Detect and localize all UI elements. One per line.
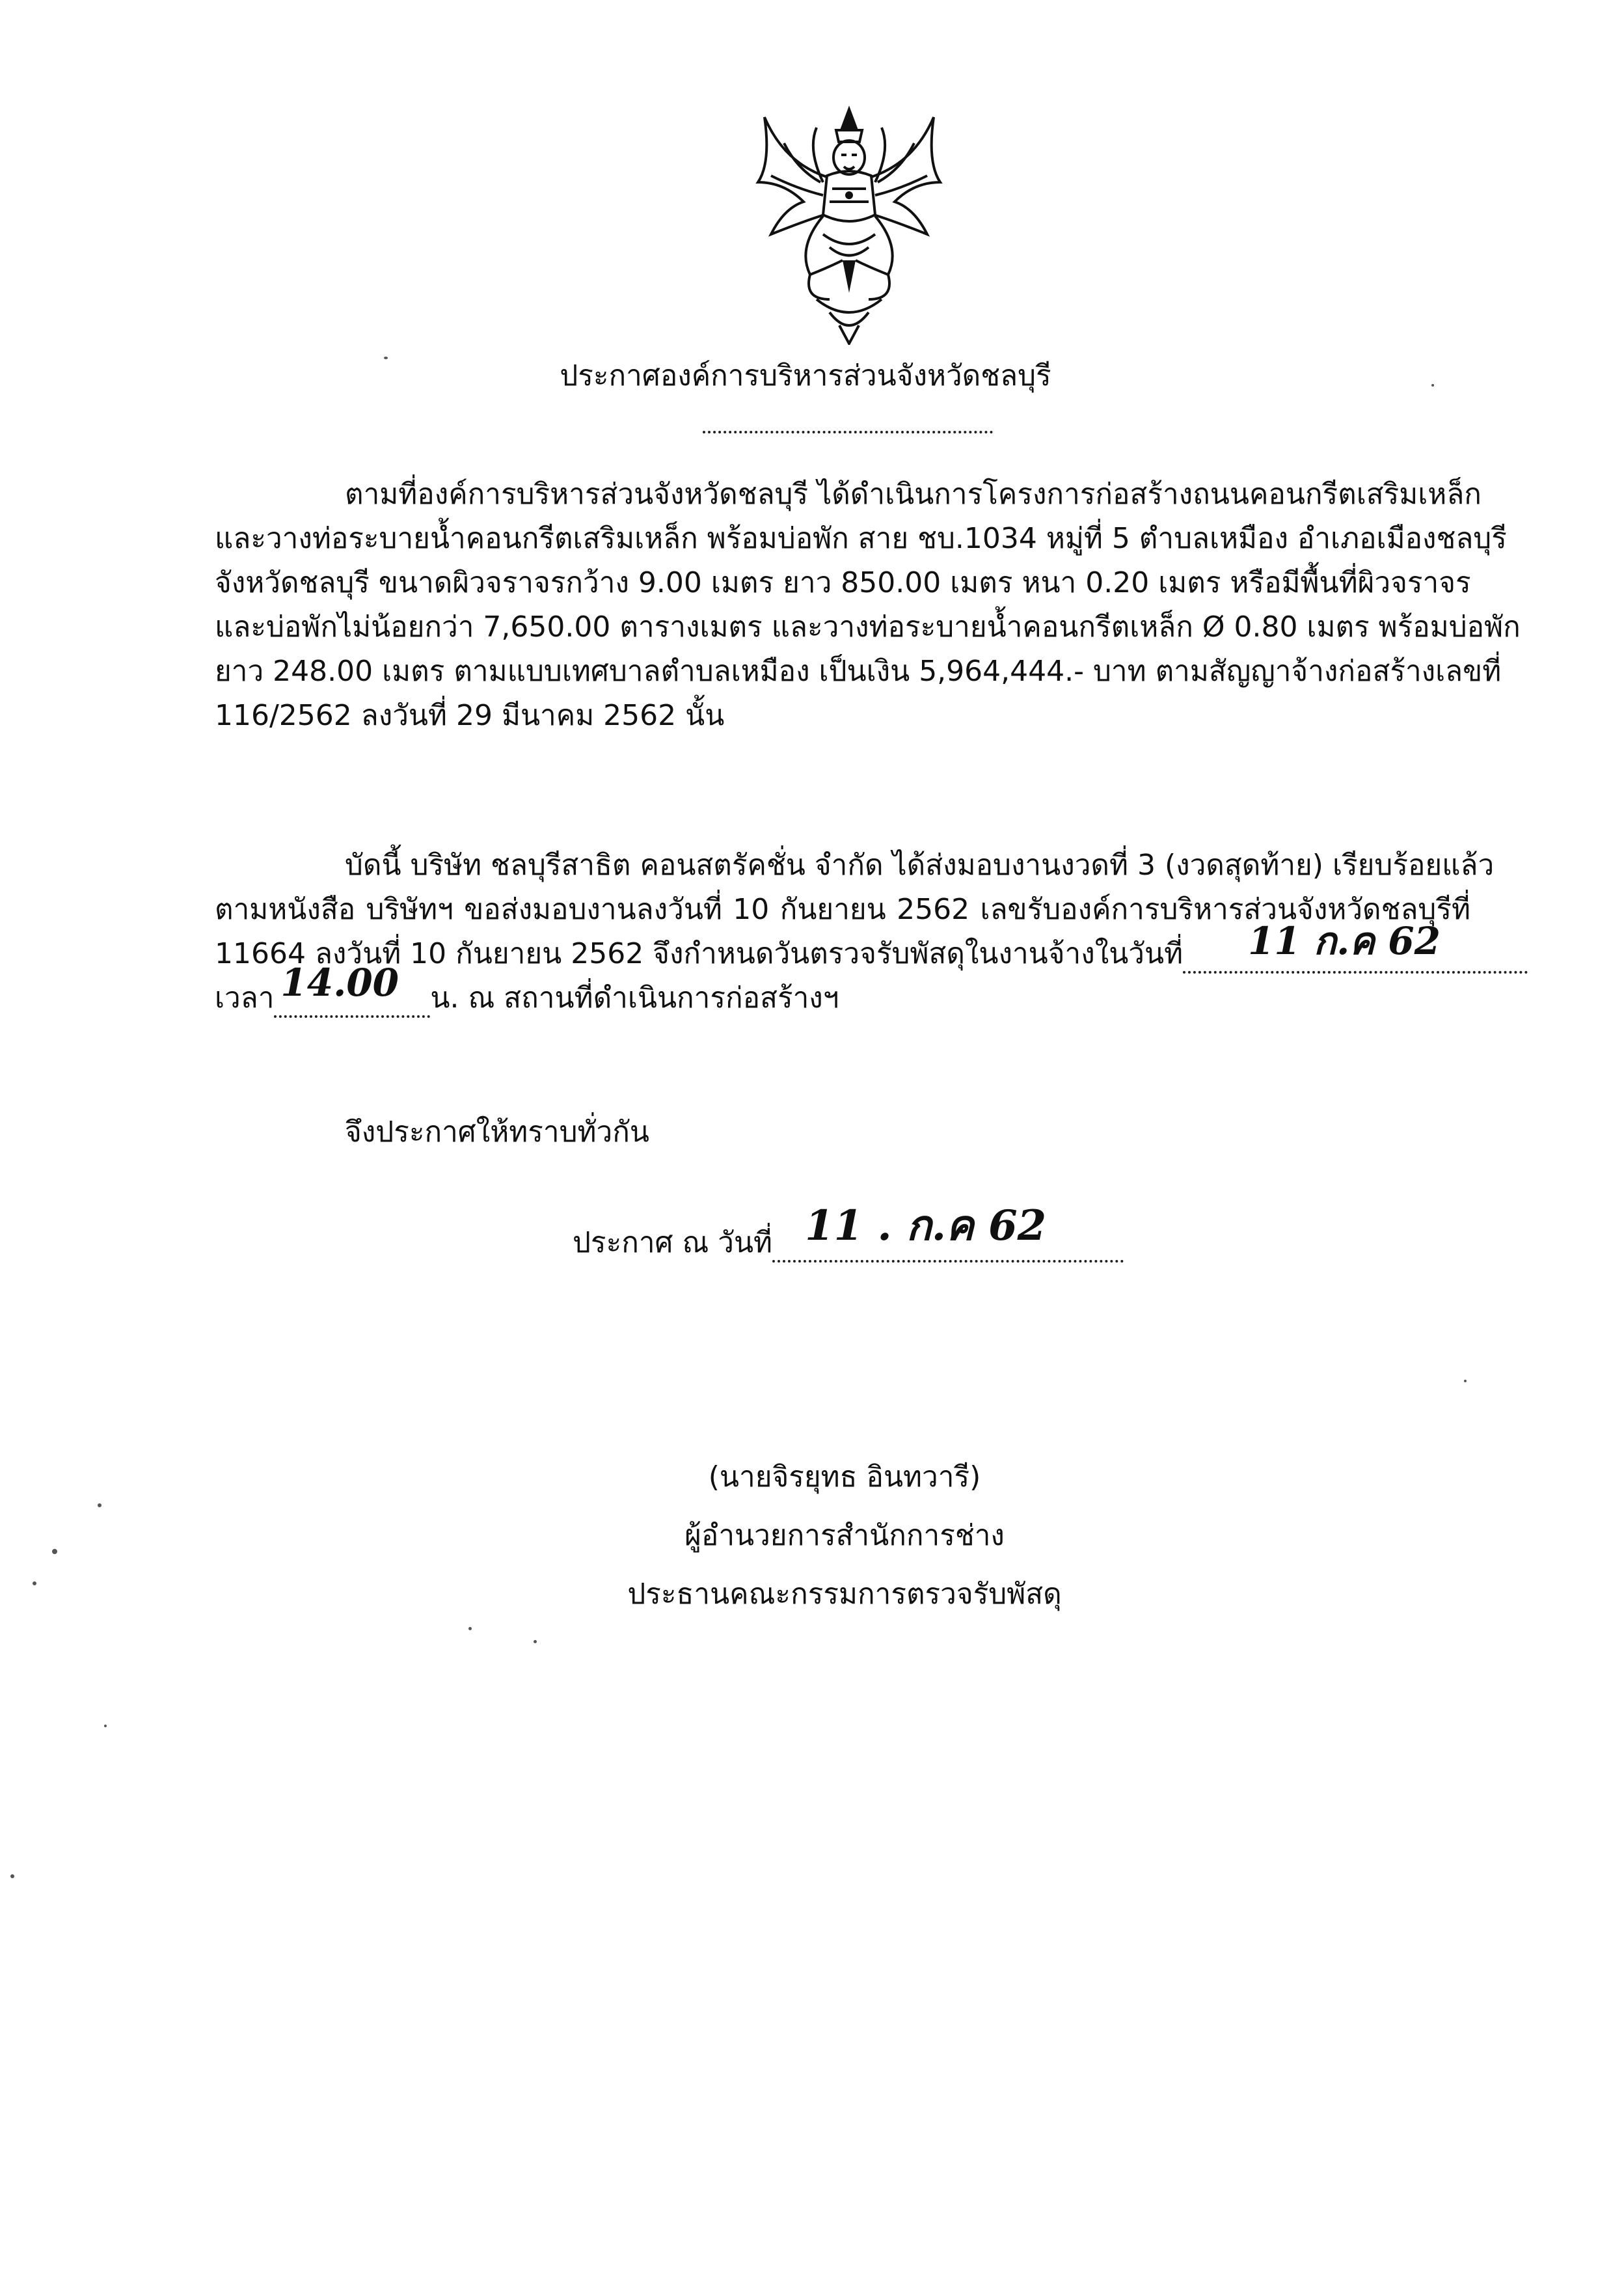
inspection-time-field (274, 961, 430, 1018)
signatory-name: (นายจิรยุทธ อินทวารี) (708, 1460, 981, 1494)
scan-speck (1431, 384, 1434, 387)
inspection-location: น. ณ สถานที่ดำเนินการก่อสร้างฯ (430, 981, 839, 1015)
scan-speck (534, 1640, 537, 1643)
announce-date-field (772, 1201, 1124, 1263)
inspection-date-prefix: 11664 ลงวันที่ 10 กันยายน 2562 จึงกำหนดวันตรวจรับพัสดุในงานจ้างในวันที่ (215, 937, 1184, 970)
scan-speck (1464, 1380, 1467, 1382)
inspection-date-handwritten: 11 ก.ค 62 (1248, 919, 1441, 963)
scan-speck (384, 357, 388, 359)
scan-speck (104, 1725, 107, 1727)
paragraph-1-line-3: จังหวัดชลบุรี ขนาดผิวจราจรกว้าง 9.00 เมตร ยาว 850.00 เมตร หนา 0.20 เมตร หรือมีพื้นที่ผิวจราจร (215, 566, 1471, 599)
announce-date-prefix: ประกาศ ณ วันที่ (573, 1226, 773, 1259)
paragraph-1-line-1: ตามที่องค์การบริหารส่วนจังหวัดชลบุรี ได้ดำเนินการโครงการก่อสร้างถนนคอนกรีตเสริมเหล็ก (345, 478, 1482, 511)
paragraph-2-line-4 (215, 961, 839, 1018)
paragraph-1-line-6: 116/2562 ลงวันที่ 29 มีนาคม 2562 นั้น (215, 699, 725, 732)
announce-date-line (573, 1201, 1124, 1263)
signatory-position: ผู้อำนวยการสำนักการช่าง (684, 1519, 1005, 1552)
paragraph-1-line-2: และวางท่อระบายน้ำคอนกรีตเสริมเหล็ก พร้อมบ่อพัก สาย ชบ.1034 หมู่ที่ 5 ตำบลเหมือง อำเภอเมืองชลบุรี (215, 522, 1507, 555)
inspection-date-field (1183, 919, 1528, 974)
signatory-role: ประธานคณะกรรมการตรวจรับพัสดุ (627, 1578, 1062, 1611)
paragraph-2-line-2: ตามหนังสือ บริษัทฯ ขอส่งมอบงานลงวันที่ 10 กันยายน 2562 เลขรับองค์การบริหารส่วนจังหวัดชลบุรีที่ (215, 893, 1470, 926)
paragraph-1-line-4: และบ่อพักไม่น้อยกว่า 7,650.00 ตารางเมตร และวางท่อระบายน้ำคอนกรีตเหล็ก Ø 0.80 เมตร พร้อมบ่อพัก (215, 610, 1521, 644)
inspection-time-handwritten: 14.00 (280, 961, 399, 1005)
paragraph-2-line-1: บัดนี้ บริษัท ชลบุรีสาธิต คอนสตรัคชั่น จำกัด ได้ส่งมอบงานงวดที่ 3 (งวดสุดท้าย) เรียบร้อยแล้ว (345, 849, 1495, 882)
scan-speck (33, 1581, 36, 1585)
title-dotted-rule (703, 431, 993, 433)
paragraph-1-line-5: ยาว 248.00 เมตร ตามแบบเทศบาลตำบลเหมือง เป็นเงิน 5,964,444.- บาท ตามสัญญาจ้างก่อสร้างเลขที่ (215, 655, 1502, 688)
announce-to-all: จึงประกาศให้ทราบทั่วกัน (345, 1115, 649, 1149)
scan-speck (468, 1627, 472, 1630)
announce-date-handwritten: 11 . ก.ค 62 (805, 1201, 1047, 1250)
inspection-time-prefix: เวลา (215, 981, 275, 1015)
announcement-title: ประกาศองค์การบริหารส่วนจังหวัดชลบุรี (560, 359, 1051, 392)
scan-speck (52, 1549, 57, 1554)
scan-speck (98, 1503, 102, 1507)
scan-speck (10, 1874, 14, 1878)
paragraph-2-line-3 (215, 919, 1470, 974)
garuda-emblem-icon (745, 104, 953, 345)
